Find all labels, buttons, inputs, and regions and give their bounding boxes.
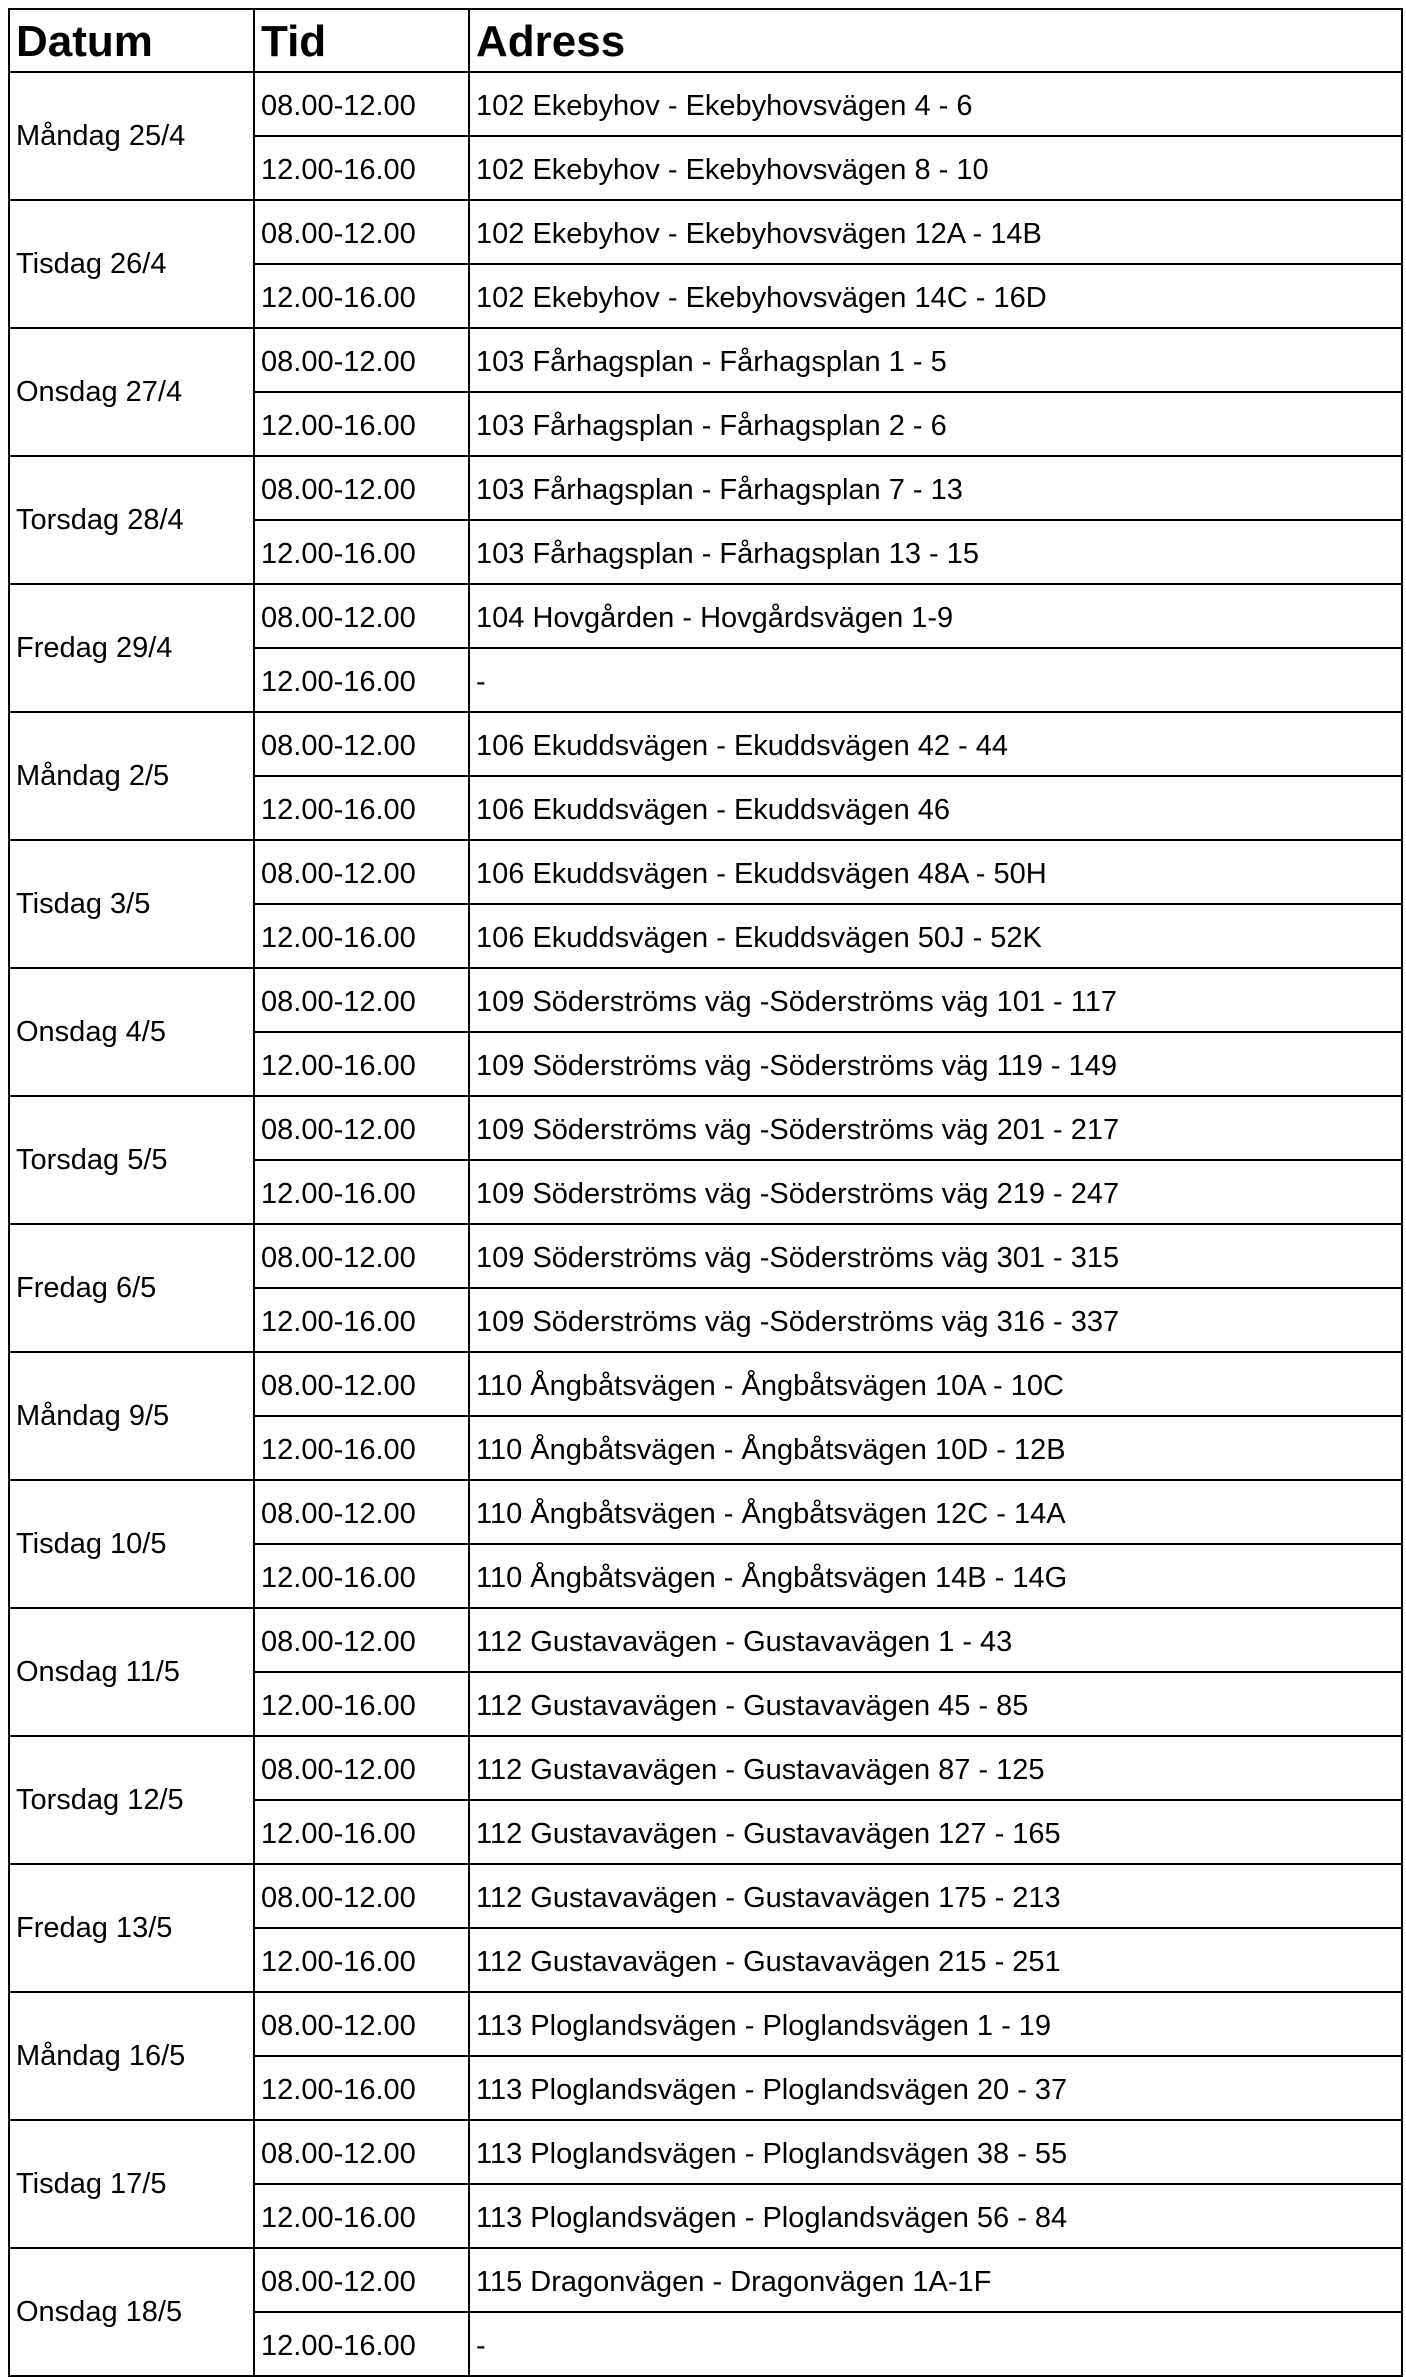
- table-row: [9, 1608, 1402, 1672]
- address-cell: 103 Fårhagsplan - Fårhagsplan 7 - 13: [469, 456, 1402, 520]
- time-cell: 08.00-12.00: [254, 584, 469, 648]
- time-cell: 12.00-16.00: [254, 1288, 469, 1352]
- address-cell: -: [469, 2312, 1402, 2376]
- table-row: [9, 456, 1402, 520]
- time-cell: 12.00-16.00: [254, 392, 469, 456]
- time-cell: 08.00-12.00: [254, 1864, 469, 1928]
- table-row: [9, 840, 1402, 904]
- date-cell: Torsdag 12/5: [9, 1736, 254, 1864]
- address-cell: 112 Gustavavägen - Gustavavägen 175 - 213: [469, 1864, 1402, 1928]
- time-cell: 12.00-16.00: [254, 264, 469, 328]
- schedule-table: [8, 8, 1403, 2377]
- date-cell: Måndag 2/5: [9, 712, 254, 840]
- address-cell: 102 Ekebyhov - Ekebyhovsvägen 8 - 10: [469, 136, 1402, 200]
- time-cell: 08.00-12.00: [254, 968, 469, 1032]
- table-row: [9, 1864, 1402, 1928]
- table-row: [9, 1352, 1402, 1416]
- time-cell: 12.00-16.00: [254, 2312, 469, 2376]
- date-cell: Tisdag 10/5: [9, 1480, 254, 1608]
- address-cell: 103 Fårhagsplan - Fårhagsplan 2 - 6: [469, 392, 1402, 456]
- date-cell: Tisdag 17/5: [9, 2120, 254, 2248]
- table-row: [9, 1992, 1402, 2056]
- date-cell: Fredag 6/5: [9, 1224, 254, 1352]
- time-cell: 12.00-16.00: [254, 1032, 469, 1096]
- table-row: [9, 1736, 1402, 1800]
- time-cell: 12.00-16.00: [254, 1928, 469, 1992]
- time-cell: 08.00-12.00: [254, 1224, 469, 1288]
- time-cell: 12.00-16.00: [254, 520, 469, 584]
- time-cell: 12.00-16.00: [254, 1672, 469, 1736]
- date-cell: Torsdag 28/4: [9, 456, 254, 584]
- table-row: [9, 2120, 1402, 2184]
- date-cell: Torsdag 5/5: [9, 1096, 254, 1224]
- address-cell: 110 Ångbåtsvägen - Ångbåtsvägen 12C - 14A: [469, 1480, 1402, 1544]
- date-cell: Måndag 16/5: [9, 1992, 254, 2120]
- table-row: [9, 200, 1402, 264]
- address-cell: 106 Ekuddsvägen - Ekuddsvägen 48A - 50H: [469, 840, 1402, 904]
- date-cell: Tisdag 26/4: [9, 200, 254, 328]
- date-cell: Onsdag 18/5: [9, 2248, 254, 2376]
- time-cell: 08.00-12.00: [254, 1096, 469, 1160]
- address-cell: 102 Ekebyhov - Ekebyhovsvägen 14C - 16D: [469, 264, 1402, 328]
- schedule-body: [9, 72, 1402, 2376]
- time-cell: 08.00-12.00: [254, 72, 469, 136]
- address-cell: 113 Ploglandsvägen - Ploglandsvägen 38 - 55: [469, 2120, 1402, 2184]
- table-row: [9, 2248, 1402, 2312]
- address-cell: 109 Söderströms väg -Söderströms väg 316 - 337: [469, 1288, 1402, 1352]
- time-cell: 08.00-12.00: [254, 1736, 469, 1800]
- address-cell: 109 Söderströms väg -Söderströms väg 219 - 247: [469, 1160, 1402, 1224]
- address-cell: 112 Gustavavägen - Gustavavägen 87 - 125: [469, 1736, 1402, 1800]
- address-cell: 102 Ekebyhov - Ekebyhovsvägen 4 - 6: [469, 72, 1402, 136]
- address-cell: 106 Ekuddsvägen - Ekuddsvägen 42 - 44: [469, 712, 1402, 776]
- date-cell: Måndag 25/4: [9, 72, 254, 200]
- date-cell: Fredag 13/5: [9, 1864, 254, 1992]
- header-row: [9, 9, 1402, 72]
- date-cell: Måndag 9/5: [9, 1352, 254, 1480]
- address-cell: 112 Gustavavägen - Gustavavägen 1 - 43: [469, 1608, 1402, 1672]
- table-row: [9, 328, 1402, 392]
- address-cell: 112 Gustavavägen - Gustavavägen 215 - 251: [469, 1928, 1402, 1992]
- time-cell: 12.00-16.00: [254, 1544, 469, 1608]
- date-cell: Fredag 29/4: [9, 584, 254, 712]
- address-cell: 113 Ploglandsvägen - Ploglandsvägen 1 - 19: [469, 1992, 1402, 2056]
- table-row: [9, 1224, 1402, 1288]
- address-cell: 104 Hovgården - Hovgårdsvägen 1-9: [469, 584, 1402, 648]
- address-cell: 110 Ångbåtsvägen - Ångbåtsvägen 10A - 10C: [469, 1352, 1402, 1416]
- address-cell: 110 Ångbåtsvägen - Ångbåtsvägen 14B - 14G: [469, 1544, 1402, 1608]
- header-adress: Adress: [469, 9, 1402, 72]
- time-cell: 12.00-16.00: [254, 2056, 469, 2120]
- address-cell: 109 Söderströms väg -Söderströms väg 301 - 315: [469, 1224, 1402, 1288]
- time-cell: 08.00-12.00: [254, 200, 469, 264]
- header-datum: Datum: [9, 9, 254, 72]
- time-cell: 08.00-12.00: [254, 2120, 469, 2184]
- time-cell: 12.00-16.00: [254, 648, 469, 712]
- address-cell: 113 Ploglandsvägen - Ploglandsvägen 56 - 84: [469, 2184, 1402, 2248]
- time-cell: 08.00-12.00: [254, 712, 469, 776]
- header-tid: Tid: [254, 9, 469, 72]
- time-cell: 12.00-16.00: [254, 1416, 469, 1480]
- time-cell: 08.00-12.00: [254, 2248, 469, 2312]
- address-cell: -: [469, 648, 1402, 712]
- address-cell: 112 Gustavavägen - Gustavavägen 127 - 165: [469, 1800, 1402, 1864]
- table-row: [9, 1480, 1402, 1544]
- date-cell: Onsdag 4/5: [9, 968, 254, 1096]
- table-row: [9, 712, 1402, 776]
- time-cell: 08.00-12.00: [254, 1992, 469, 2056]
- time-cell: 12.00-16.00: [254, 904, 469, 968]
- table-row: [9, 72, 1402, 136]
- table-row: [9, 968, 1402, 1032]
- date-cell: Onsdag 11/5: [9, 1608, 254, 1736]
- time-cell: 12.00-16.00: [254, 1160, 469, 1224]
- address-cell: 109 Söderströms väg -Söderströms väg 119 - 149: [469, 1032, 1402, 1096]
- time-cell: 12.00-16.00: [254, 136, 469, 200]
- address-cell: 103 Fårhagsplan - Fårhagsplan 1 - 5: [469, 328, 1402, 392]
- address-cell: 103 Fårhagsplan - Fårhagsplan 13 - 15: [469, 520, 1402, 584]
- time-cell: 12.00-16.00: [254, 776, 469, 840]
- address-cell: 109 Söderströms väg -Söderströms väg 101 - 117: [469, 968, 1402, 1032]
- time-cell: 08.00-12.00: [254, 1352, 469, 1416]
- address-cell: 113 Ploglandsvägen - Ploglandsvägen 20 - 37: [469, 2056, 1402, 2120]
- address-cell: 112 Gustavavägen - Gustavavägen 45 - 85: [469, 1672, 1402, 1736]
- time-cell: 08.00-12.00: [254, 456, 469, 520]
- table-row: [9, 584, 1402, 648]
- date-cell: Onsdag 27/4: [9, 328, 254, 456]
- time-cell: 08.00-12.00: [254, 840, 469, 904]
- address-cell: 106 Ekuddsvägen - Ekuddsvägen 50J - 52K: [469, 904, 1402, 968]
- time-cell: 12.00-16.00: [254, 1800, 469, 1864]
- address-cell: 109 Söderströms väg -Söderströms väg 201 - 217: [469, 1096, 1402, 1160]
- address-cell: 115 Dragonvägen - Dragonvägen 1A-1F: [469, 2248, 1402, 2312]
- address-cell: 102 Ekebyhov - Ekebyhovsvägen 12A - 14B: [469, 200, 1402, 264]
- date-cell: Tisdag 3/5: [9, 840, 254, 968]
- table-row: [9, 1096, 1402, 1160]
- address-cell: 110 Ångbåtsvägen - Ångbåtsvägen 10D - 12B: [469, 1416, 1402, 1480]
- time-cell: 08.00-12.00: [254, 1608, 469, 1672]
- time-cell: 12.00-16.00: [254, 2184, 469, 2248]
- time-cell: 08.00-12.00: [254, 1480, 469, 1544]
- address-cell: 106 Ekuddsvägen - Ekuddsvägen 46: [469, 776, 1402, 840]
- time-cell: 08.00-12.00: [254, 328, 469, 392]
